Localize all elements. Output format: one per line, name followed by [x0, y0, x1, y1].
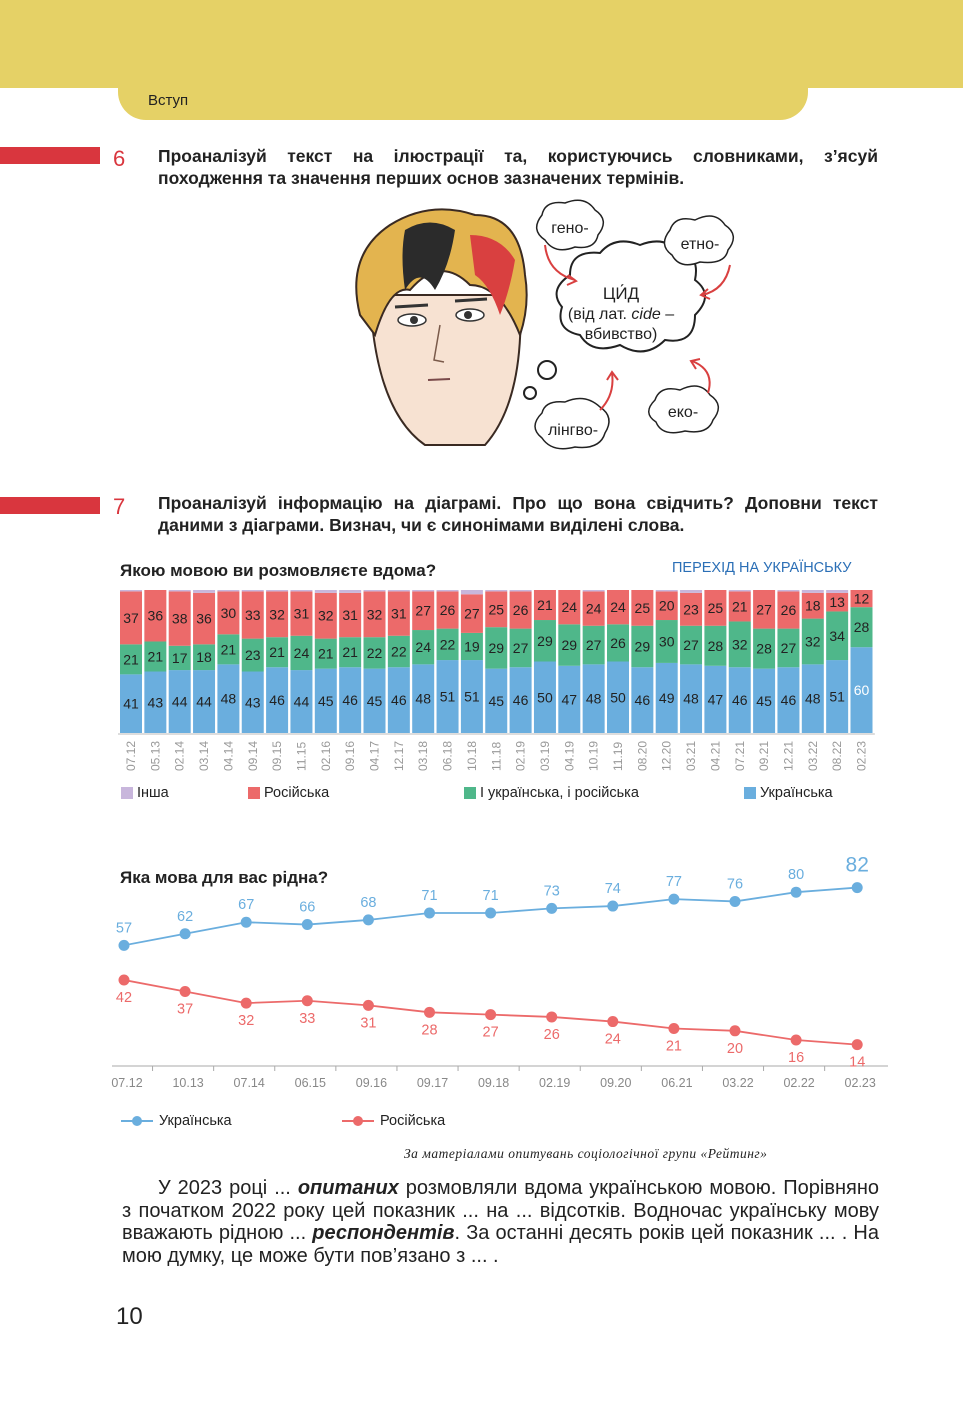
data-label: 29	[488, 639, 505, 656]
data-label: 22	[439, 636, 456, 653]
chart1-title: Якою мовою ви розмовляєте вдома?	[120, 561, 437, 580]
data-label: 50	[610, 689, 626, 706]
data-label: 34	[829, 627, 845, 644]
x-tick-label: 09.16	[343, 740, 358, 771]
chart1-note: ПЕРЕХІД НА УКРАЇНСЬКУ	[672, 560, 852, 576]
legend-item-other	[121, 785, 169, 801]
data-label: 16	[788, 1050, 805, 1067]
data-label: 44	[293, 693, 310, 710]
data-label: 28	[853, 619, 870, 636]
data-label: 82	[845, 853, 869, 877]
data-label: 27	[415, 602, 431, 619]
data-label: 24	[610, 599, 626, 616]
bubble-eko	[649, 386, 719, 433]
data-label: 33	[299, 1010, 316, 1027]
data-label: 21	[220, 641, 237, 658]
data-point	[302, 995, 313, 1006]
x-tick-label: 02.14	[172, 740, 187, 771]
legend-label: Українська	[159, 1113, 232, 1129]
legend-item-ukrainian	[744, 785, 833, 801]
data-label: 31	[360, 1015, 377, 1032]
data-label: 50	[537, 689, 553, 706]
x-tick-label: 04.19	[562, 740, 577, 771]
task-text: Проаналізуй текст на ілюстрації та, користуючись словниками, з’ясуй походження та значення перших основ зазначених термінів.	[158, 146, 878, 188]
bar-segment	[339, 590, 361, 593]
data-label: 28	[421, 1022, 438, 1039]
x-tick-label: 09.14	[245, 740, 260, 771]
x-tick-label: 02.19	[539, 1076, 571, 1090]
x-tick-label: 09.15	[270, 740, 285, 771]
page-number: 10	[116, 1303, 143, 1330]
x-tick-label: 04.14	[221, 740, 236, 771]
x-tick-label: 03.19	[537, 740, 552, 771]
x-tick-label: 03.21	[684, 740, 699, 771]
x-tick-label: 02.16	[318, 740, 333, 771]
data-point	[546, 1011, 557, 1022]
section-label: Вступ	[148, 92, 189, 109]
data-label: 27	[683, 637, 699, 654]
data-point	[607, 1016, 618, 1027]
data-label: 25	[707, 599, 724, 616]
data-label: 13	[829, 594, 845, 611]
data-label: 27	[756, 601, 772, 618]
data-label: 42	[115, 989, 133, 1006]
data-label: 46	[391, 692, 407, 709]
x-tick-label: 06.18	[440, 740, 455, 771]
data-label: 26	[780, 602, 797, 619]
bar-segment	[290, 590, 312, 591]
data-label: 21	[537, 597, 553, 614]
data-label: 26	[512, 602, 529, 619]
data-label: 47	[561, 691, 578, 708]
highlighted-word: опитаних	[297, 1177, 399, 1199]
legend-swatch	[121, 787, 133, 799]
legend-label: Російська	[380, 1113, 446, 1129]
data-label: 37	[123, 609, 139, 626]
bar-segment	[485, 590, 507, 591]
data-label: 21	[318, 645, 334, 662]
data-label: 32	[805, 633, 821, 650]
x-tick-label: 07.14	[233, 1076, 265, 1090]
data-label: 62	[177, 908, 194, 925]
data-label: 26	[543, 1026, 560, 1043]
x-tick-label: 09.17	[416, 1076, 449, 1090]
data-label: 46	[634, 692, 651, 709]
data-label: 45	[756, 692, 772, 709]
data-label: 46	[731, 692, 748, 709]
data-label: 29	[537, 632, 553, 649]
x-tick-label: 02.23	[844, 1076, 876, 1090]
data-point	[241, 998, 252, 1009]
data-label: 23	[683, 601, 699, 618]
data-label: 27	[585, 637, 602, 654]
legend-item-russian	[342, 1113, 445, 1129]
legend-label: Російська	[264, 785, 330, 801]
x-tick-label: 10.18	[464, 740, 479, 771]
legend-label: Інша	[137, 785, 169, 801]
data-label: 76	[726, 876, 744, 893]
data-label: 17	[171, 649, 188, 666]
data-point	[180, 928, 191, 939]
data-label: 30	[658, 633, 675, 650]
data-label: 18	[196, 649, 212, 666]
data-label: 32	[731, 636, 748, 653]
data-label: 47	[707, 691, 724, 708]
data-label: 21	[147, 648, 164, 665]
bubble-geno	[537, 200, 604, 250]
data-label: 45	[488, 692, 505, 709]
fill-in-paragraph: У 2023 році ... опитаних розмовляли вдома українською мовою. Порівняно з початком 2022 року цей показник ... на ... відсотків. Водночас українську мову вважають рідною ... респондентів. За останні десять років цей показник ... . На мою думку, це може бути пов’язано з ... .	[122, 1177, 879, 1267]
x-tick-label: 09.16	[355, 1076, 388, 1090]
data-point	[668, 1023, 679, 1034]
data-label: 21	[269, 644, 285, 661]
bar-segment	[583, 590, 605, 591]
bar-segment	[802, 590, 824, 593]
data-label: 51	[464, 688, 480, 705]
data-point	[424, 907, 435, 918]
x-tick-label: 09.21	[757, 740, 772, 771]
data-label: 14	[849, 1054, 866, 1071]
bar-segment	[315, 590, 337, 593]
data-label: 37	[177, 1001, 194, 1018]
data-label: 27	[780, 639, 797, 656]
data-label: 26	[439, 602, 456, 619]
bubble-lingvo	[535, 398, 609, 448]
x-tick-label: 03.22	[722, 1076, 754, 1090]
data-label: 51	[829, 688, 845, 705]
data-label: 74	[604, 881, 621, 898]
x-tick-label: 12.21	[781, 740, 796, 771]
data-point	[119, 974, 130, 985]
data-label: 44	[196, 693, 212, 710]
data-label: 45	[318, 692, 334, 709]
data-label: 21	[123, 651, 139, 668]
data-point	[363, 914, 374, 925]
bar-segment	[437, 590, 459, 591]
data-label: 43	[147, 694, 164, 711]
x-tick-label: 07.21	[732, 740, 747, 771]
x-tick-label: 04.21	[708, 740, 723, 771]
bubble-etno	[664, 216, 733, 265]
data-point	[241, 917, 252, 928]
data-label: 73	[543, 883, 560, 900]
data-point	[302, 919, 313, 930]
legend-marker	[342, 1115, 374, 1127]
data-label: 32	[366, 606, 383, 623]
data-point	[363, 1000, 374, 1011]
bar-segment	[364, 590, 386, 591]
x-tick-label: 10.19	[586, 740, 601, 771]
x-tick-label: 03.18	[416, 740, 431, 771]
stacked-bar-chart	[110, 585, 880, 780]
data-label: 27	[482, 1024, 499, 1041]
data-label: 22	[366, 644, 383, 661]
task-number: 6	[113, 146, 126, 171]
svg-text:еко-: еко-	[667, 404, 699, 421]
bar-segment	[826, 590, 848, 593]
center-line-2: (від лат. cide –	[567, 306, 675, 323]
x-tick-label: 05.13	[148, 740, 163, 771]
data-label: 48	[683, 690, 699, 707]
data-label: 66	[299, 899, 316, 916]
data-label: 12	[853, 590, 870, 607]
bar-segment	[242, 590, 264, 591]
center-line-3: вбивство)	[584, 326, 658, 343]
data-label: 31	[391, 605, 407, 622]
highlighted-word: респондентів	[312, 1222, 455, 1244]
data-label: 18	[805, 597, 821, 614]
data-point	[730, 896, 741, 907]
bar-segment	[510, 590, 532, 591]
bar-segment	[680, 590, 702, 593]
illustration	[330, 195, 750, 460]
x-tick-label: 02.19	[513, 740, 528, 771]
data-label: 21	[342, 644, 358, 661]
data-label: 32	[269, 606, 285, 623]
x-tick-label: 11.15	[294, 741, 309, 771]
task-marker	[0, 147, 100, 164]
data-label: 46	[269, 692, 285, 709]
data-point	[485, 907, 496, 918]
x-tick-label: 06.21	[661, 1076, 693, 1090]
bar-segment	[169, 590, 191, 591]
data-point	[852, 1039, 863, 1050]
data-label: 38	[171, 610, 188, 627]
data-label: 19	[464, 638, 480, 655]
x-tick-label: 06.15	[294, 1076, 326, 1090]
x-tick-label: 02.22	[783, 1076, 815, 1090]
data-label: 46	[512, 692, 529, 709]
x-tick-label: 10.13	[172, 1076, 204, 1090]
bar-segment	[120, 590, 142, 591]
data-label: 46	[342, 692, 358, 709]
section-tab	[118, 0, 808, 120]
legend-swatch	[248, 787, 260, 799]
data-label: 32	[318, 607, 334, 624]
line-chart	[100, 850, 900, 1100]
x-tick-label: 03.22	[805, 740, 820, 771]
data-point	[852, 882, 863, 893]
data-label: 20	[726, 1040, 744, 1057]
bar-segment	[729, 590, 751, 591]
data-label: 71	[421, 887, 438, 904]
data-label: 26	[610, 634, 626, 651]
bar-segment	[266, 590, 288, 591]
data-label: 24	[415, 639, 431, 656]
data-point	[607, 901, 618, 912]
svg-text:лінгво-: лінгво-	[547, 422, 599, 439]
data-label: 48	[220, 690, 237, 707]
x-tick-label: 07.12	[124, 740, 138, 771]
data-label: 57	[115, 920, 133, 937]
portrait-image	[356, 209, 526, 445]
bar-segment	[777, 590, 799, 591]
data-label: 36	[196, 610, 212, 627]
legend-item-russian	[248, 785, 329, 801]
bar-segment	[388, 590, 410, 591]
legend-item-ukrainian	[121, 1113, 232, 1129]
legend-swatch	[464, 787, 476, 799]
data-point	[180, 986, 191, 997]
data-label: 25	[634, 599, 651, 616]
data-label: 60	[853, 682, 870, 699]
data-label: 48	[415, 690, 431, 707]
data-point	[119, 940, 130, 951]
x-tick-label: 04.17	[367, 740, 382, 771]
data-point	[424, 1007, 435, 1018]
data-label: 31	[342, 607, 358, 624]
bar-segment	[217, 590, 239, 591]
data-label: 46	[780, 692, 797, 709]
data-label: 48	[805, 690, 821, 707]
center-line-1: ЦИ́Д	[602, 284, 640, 303]
x-tick-label: 03.14	[197, 740, 212, 771]
chart2-title: Яка мова для вас рідна?	[120, 868, 329, 887]
data-label: 71	[482, 887, 499, 904]
data-label: 27	[512, 639, 529, 656]
data-point	[730, 1025, 741, 1036]
data-point	[791, 887, 802, 898]
data-label: 36	[147, 607, 164, 624]
data-label: 29	[561, 637, 578, 654]
data-label: 25	[488, 601, 505, 618]
legend-marker	[121, 1115, 153, 1127]
x-tick-label: 12.17	[391, 740, 406, 771]
data-label: 24	[585, 600, 602, 617]
bar-segment	[193, 590, 215, 593]
svg-text:етно-: етно-	[680, 236, 720, 253]
legend-swatch	[744, 787, 756, 799]
x-tick-label: 02.23	[854, 740, 869, 771]
data-label: 68	[360, 894, 377, 911]
data-label: 41	[123, 695, 139, 712]
x-tick-label: 08.22	[830, 740, 845, 771]
task-text: Проаналізуй інформацію на діаграмі. Про що вона свідчить? Доповни текст даними з діаграми. Визнач, чи є синонімами виділені слова.	[158, 493, 878, 535]
data-label: 32	[238, 1013, 255, 1030]
x-tick-label: 11.19	[611, 741, 625, 771]
data-point	[485, 1009, 496, 1020]
data-point	[668, 894, 679, 905]
legend-item-both	[464, 785, 639, 801]
data-label: 45	[366, 692, 383, 709]
source-caption: За матеріалами опитувань соціологічної групи «Рейтинг»	[404, 1146, 768, 1161]
data-label: 43	[244, 694, 261, 711]
svg-text:гено-: гено-	[551, 220, 589, 237]
bar-segment	[412, 590, 434, 591]
x-tick-label: 11.18	[489, 741, 504, 771]
bar-segment	[656, 590, 678, 591]
data-label: 20	[658, 597, 675, 614]
x-tick-label: 09.20	[600, 1076, 632, 1090]
data-label: 21	[731, 598, 748, 615]
x-tick-label: 09.18	[477, 1076, 510, 1090]
data-point	[791, 1035, 802, 1046]
data-label: 24	[604, 1031, 621, 1048]
data-label: 21	[665, 1038, 682, 1055]
data-label: 49	[658, 689, 675, 706]
data-label: 77	[665, 874, 682, 891]
x-tick-label: 07.12	[111, 1076, 143, 1090]
legend-label: Українська	[760, 785, 833, 801]
data-label: 29	[634, 638, 651, 655]
x-tick-label: 12.20	[659, 740, 674, 771]
data-label: 27	[464, 605, 480, 622]
task-marker	[0, 497, 100, 514]
data-label: 48	[585, 690, 602, 707]
data-label: 80	[788, 867, 805, 884]
data-label: 24	[293, 644, 310, 661]
data-label: 28	[707, 637, 724, 654]
data-label: 24	[561, 599, 578, 616]
data-label: 33	[244, 607, 261, 624]
data-label: 22	[391, 643, 407, 660]
data-label: 44	[171, 693, 188, 710]
bar-segment	[461, 590, 483, 594]
data-label: 30	[220, 604, 237, 621]
data-label: 28	[756, 640, 772, 657]
data-point	[546, 903, 557, 914]
data-label: 23	[244, 647, 261, 664]
data-label: 67	[238, 897, 255, 914]
legend-label: І українська, і російська	[480, 785, 639, 801]
x-tick-label: 08.20	[635, 740, 650, 771]
task-number: 7	[113, 494, 126, 519]
data-label: 51	[439, 688, 456, 705]
data-label: 31	[293, 605, 310, 622]
